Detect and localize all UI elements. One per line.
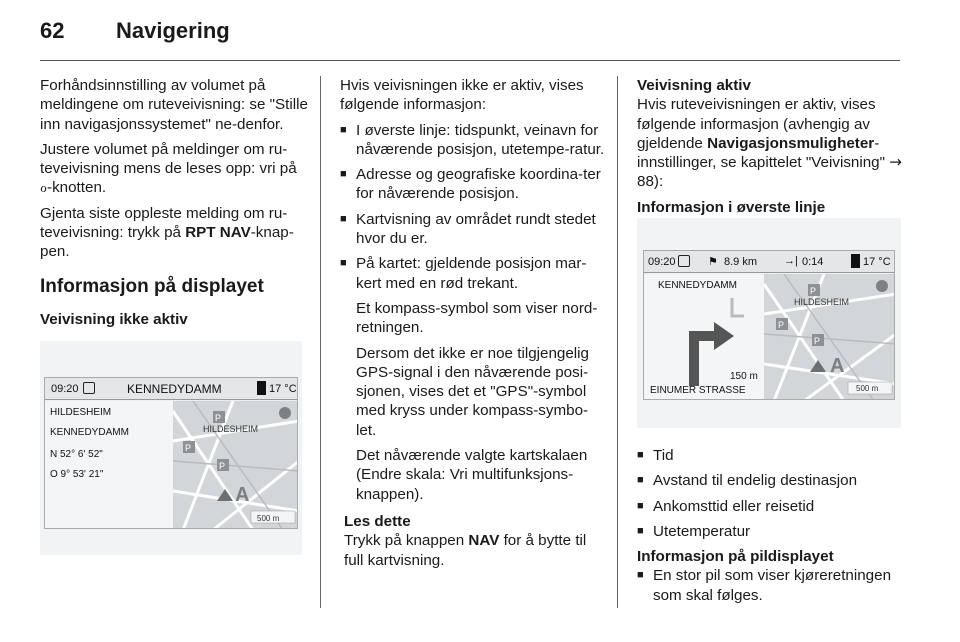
column-3-lower (637, 446, 905, 611)
column-1 (40, 76, 308, 335)
column-divider-1 (320, 76, 321, 608)
subheading-guidance-inactive: Veivisning ikke aktiv (40, 310, 188, 328)
button-name-rpt-nav: RPT NAV (185, 224, 251, 242)
status-bar (45, 378, 298, 400)
page-title: Navigering (116, 18, 230, 43)
display-frame (44, 377, 298, 529)
turn-distance-text: 150 m (730, 371, 758, 382)
street-name: KENNEDYDAMM (127, 382, 222, 396)
text-segment: -knotten. (47, 179, 107, 197)
list-item: ■ Tid (637, 446, 905, 465)
svg-text:P: P (810, 286, 817, 296)
map-view (764, 274, 895, 400)
distance-text: 8.9 km (724, 256, 758, 268)
paragraph-repeat (40, 204, 308, 262)
map-city-label: HILDESHEIM (203, 424, 259, 434)
text-segment: Trykk på knappen (344, 532, 469, 550)
note-heading: Les dette (344, 512, 411, 530)
subheading-top-line: Informasjon i øverste linje (637, 198, 826, 216)
text-segment: -innstillinger, se kapittelet "Veivisning" (637, 134, 890, 172)
display-screenshot-inactive (40, 341, 302, 555)
subheading-guidance-active: Veivisning aktiv (637, 77, 751, 94)
top-line-info-list (637, 446, 905, 541)
svg-text:A: A (235, 484, 250, 506)
text-segment: -knap-pen. (40, 224, 294, 261)
svg-text:P: P (185, 443, 192, 453)
settings-name: Navigasjonsmuligheter (707, 134, 875, 152)
arrow-panel (644, 274, 764, 400)
svg-text:P: P (219, 461, 226, 471)
guidance-icon (83, 382, 95, 394)
time-text: 09:20 (648, 256, 676, 268)
note-block (340, 512, 606, 570)
svg-text:P: P (215, 413, 222, 423)
thermometer-icon (851, 254, 860, 268)
temperature-text: 17 °C (269, 383, 297, 395)
info-line-lat: N 52° 6' 52" (50, 449, 103, 460)
next-street-text: EINUMER STRASSE (650, 385, 746, 396)
text-segment: Hvis ruteveivisningen er aktiv, vises følgende informasjon (avhengig av gjeldende (637, 96, 876, 152)
header-divider (40, 60, 900, 61)
arrow-display-list (637, 566, 905, 605)
time-text: 09:20 (51, 383, 79, 395)
paragraph-active-intro (637, 95, 905, 191)
paragraph-inactive-intro: Hvis veivisningen ikke er aktiv, vises følgende informasjon: (340, 77, 584, 114)
note-text (344, 531, 606, 570)
svg-text:P: P (814, 336, 821, 346)
map-city-label: HILDESHEIM (794, 297, 850, 307)
page-number: 62 (40, 18, 65, 43)
map-scale-label: 500 m (257, 514, 280, 523)
section-heading: Informasjon på displayet (40, 275, 264, 297)
list-item: ■ Kartvisning av området rundt stedet hvor du er. (340, 210, 606, 249)
button-name-nav: NAV (468, 532, 500, 550)
list-item: ■ På kartet: gjeldende posisjon mar-kert med en rød trekant. (340, 254, 606, 293)
text-segment: for å bytte til full kartvisning. (344, 532, 587, 569)
reference-arrow-icon: → (889, 153, 902, 172)
text-segment: Justere volumet på meldinger om ru-teveivisning mens de leses opp: vri på (40, 140, 297, 178)
list-item: ■ Ankomsttid eller reisetid (637, 497, 905, 516)
column-2 (340, 76, 606, 570)
svg-text:P: P (778, 320, 785, 330)
temperature-text: 17 °C (863, 256, 891, 268)
info-panel (45, 401, 173, 529)
list-item: ■ Avstand til endelig destinasjon (637, 471, 905, 490)
page-header (40, 18, 230, 44)
svg-text:A: A (830, 355, 845, 377)
thermometer-icon (257, 381, 266, 395)
column-divider-2 (617, 76, 618, 608)
knob-symbol-icon: ℴ (40, 178, 48, 197)
info-line-lon: O 9° 53' 21" (50, 469, 104, 480)
status-bar (644, 251, 895, 273)
list-item: ■ Utetemperatur (637, 522, 905, 541)
list-item: ■ I øverste linje: tidspunkt, veinavn for nåværende posisjon, utetempe-ratur. (340, 121, 606, 160)
distance-flag-icon: ⚑ (708, 256, 718, 268)
map-scale-label: 500 m (856, 384, 879, 393)
display-screenshot-active (637, 218, 901, 428)
list-item: ■ En stor pil som viser kjøreretningen som skal følges. (637, 566, 905, 605)
display-frame (643, 250, 895, 400)
current-street-text: KENNEDYDAMM (658, 280, 737, 291)
paragraph-volume-preset: Forhåndsinnstilling av volumet på meldingene om ruteveivisning: se "Stille inn navigasjonssystemet" ne-denfor. (40, 77, 308, 133)
inactive-info-list (340, 121, 606, 293)
info-line-street: KENNEDYDAMM (50, 427, 129, 438)
arrival-arrow-icon: →| (784, 255, 798, 267)
text-segment: 88): (637, 173, 664, 191)
subheading-arrow-display: Informasjon på pildisplayet (637, 548, 834, 566)
column-3 (637, 76, 905, 223)
list-item: ■ Adresse og geografiske koordina-ter for nåværende posisjon. (340, 165, 606, 204)
indent-gps: Dersom det ikke er noe tilgjengelig GPS-signal i den nåværende posi-sjonen, vises det et "GPS"-symbol med kryss under kompass-symbo-let. (356, 344, 589, 439)
indent-scale: Det nåværende valgte kartskalaen (Endre skala: Vri multifunksjons-knappen). (356, 447, 588, 503)
text-segment: Gjenta siste oppleste melding om ru-teveivisning: trykk på (40, 204, 288, 242)
guidance-icon (678, 255, 690, 267)
info-line-city: HILDESHEIM (50, 407, 112, 418)
map-view (173, 401, 298, 529)
paragraph-volume-adjust (40, 140, 308, 198)
indent-compass: Et kompass-symbol som viser nord-retningen. (356, 299, 598, 337)
arrival-time-text: 0:14 (802, 256, 824, 268)
